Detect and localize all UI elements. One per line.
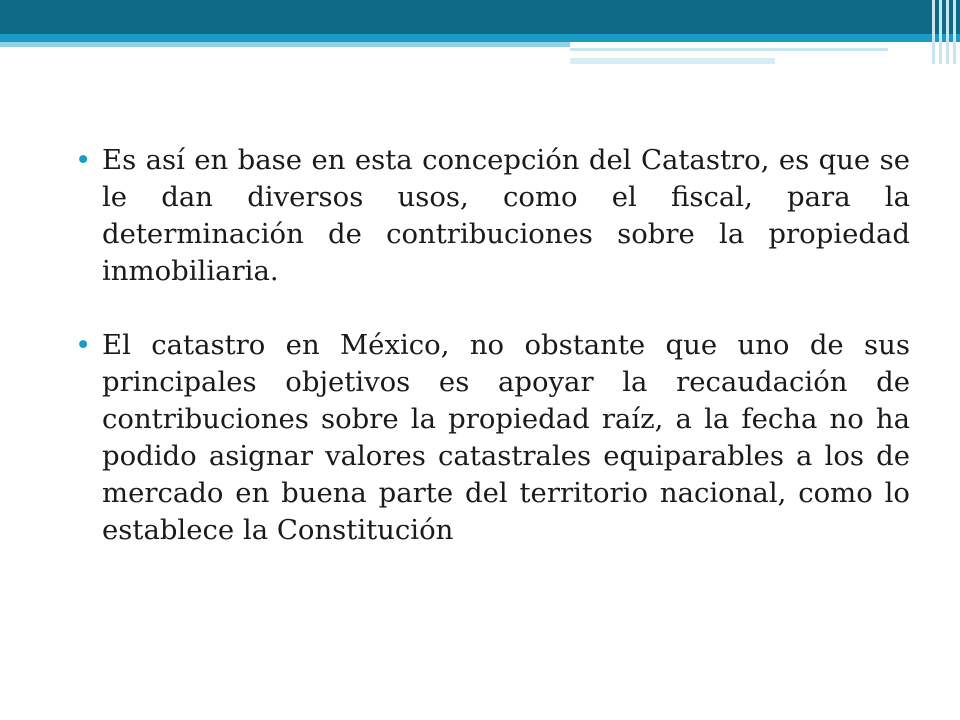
header-stripe: [0, 34, 960, 42]
slide-content: [75, 142, 910, 586]
bullet-text: Es así en base en esta concepción del Catastro, es que se le dan diversos usos, como el fiscal, para la determinación de contribuciones sobre la propiedad inmobiliaria.: [102, 144, 910, 287]
header-decor-line: [570, 48, 888, 51]
header-stripe-light: [0, 42, 570, 47]
bullet-icon: •: [75, 329, 92, 361]
bullet-text: El catastro en México, no obstante que uno de sus principales objetivos es apoyar la recaudación de contribuciones sobre la propiedad raíz, a la fecha no ha podido asignar valores catastrales equiparables a los de mercado en buena parte del territorio nacional, como lo establece la Constitución: [102, 329, 910, 546]
bullet-item: [75, 142, 910, 290]
bullet-list: [75, 142, 910, 549]
bullet-item: [75, 327, 910, 549]
header-band: [0, 0, 960, 34]
header-decor-line: [570, 58, 775, 64]
corner-decor-bars: [930, 0, 960, 64]
bullet-icon: •: [75, 144, 92, 176]
